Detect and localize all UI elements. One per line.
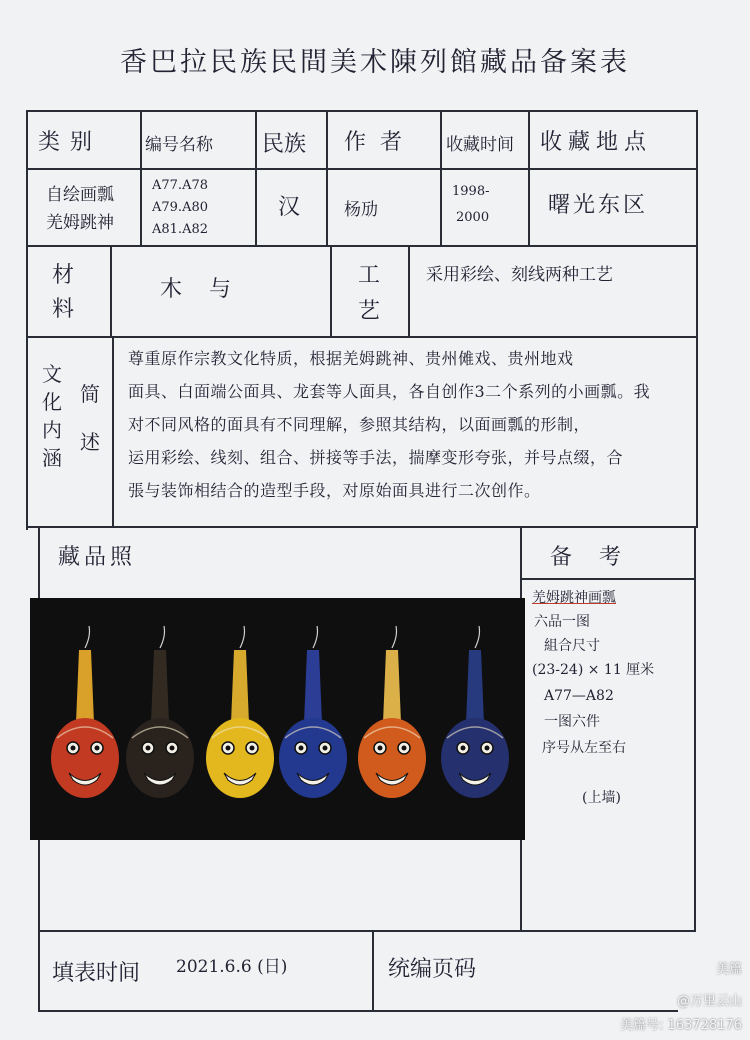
collect-time-line-1: 1998-	[452, 184, 490, 199]
row-divider-3	[26, 526, 698, 528]
watermark-id: 美篇号: 163728176	[620, 1018, 742, 1033]
brief-char-2: 述	[80, 430, 100, 454]
ethnicity-value: 汉	[278, 195, 301, 220]
form-title: 香巴拉民族民間美术陳列館藏品备案表	[120, 47, 630, 78]
category-line-1: 自绘画瓢	[46, 185, 114, 205]
remark-line-3: 組合尺寸	[544, 638, 600, 654]
code-line-3: A81.A82	[152, 222, 208, 237]
black-carved-gourd	[126, 626, 194, 798]
photo-label: 藏品照	[58, 545, 137, 570]
remark-line-1: 羌姆跳神画瓢	[532, 590, 616, 606]
header-row-divider	[26, 168, 698, 170]
remark-line-7: 序号从左至右	[542, 740, 626, 756]
remarks-header-line	[520, 578, 696, 580]
author-value: 杨劢	[344, 200, 378, 220]
material-divider-3	[408, 245, 410, 337]
red-mask-gourd	[51, 626, 119, 798]
material-divider-1	[110, 245, 112, 337]
remark-line-2: 六品一图	[534, 614, 590, 630]
page-code-label: 统编页码	[388, 957, 477, 982]
culture-char-1: 文	[42, 362, 62, 386]
remark-line-4: (23-24) × 11 厘米	[532, 662, 655, 678]
fill-row-bottom	[38, 1010, 678, 1012]
description-line-1: 尊重原作宗教文化特质，根据羌姆跳神、贵州傩戏、贵州地戏	[128, 349, 574, 368]
navy-carved-gourd	[441, 626, 509, 798]
header-collect-time: 收藏时间	[446, 135, 514, 155]
craft-label-2: 艺	[358, 299, 381, 324]
remarks-label: 备 考	[550, 545, 631, 570]
culture-char-4: 涵	[42, 446, 62, 470]
watermark-brand: 美篇	[715, 962, 742, 977]
description-line-4: 运用彩绘、线刻、组合、拼接等手法，揣摩变形夸张，并号点缀，合	[128, 448, 624, 467]
table-border-left	[26, 110, 28, 530]
remark-line-6: 一图六件	[544, 714, 600, 730]
material-divider-2	[330, 245, 332, 337]
description-line-2: 面具、白面端公面具、龙套等人面具，各自创作3二个系列的小画瓢。我	[128, 382, 651, 401]
gourd-masks-illustration	[30, 598, 525, 840]
col-divider-5	[528, 110, 530, 247]
craft-label-1: 工	[358, 263, 381, 288]
header-ethnicity: 民族	[262, 132, 307, 157]
material-value: 木 与	[160, 277, 241, 302]
header-collect-place: 收藏地点	[540, 130, 653, 155]
description-line-3: 对不同风格的面具有不同理解，参照其结构，以面画瓢的形制，	[128, 415, 591, 434]
description-line-5: 張与装饰相结合的造型手段，对原始面具进行二次创作。	[128, 481, 541, 500]
watermark-author: @万里云山	[676, 994, 742, 1009]
col-divider-1	[140, 110, 142, 247]
description-text	[128, 342, 696, 507]
header-code-name: 编号名称	[145, 135, 213, 155]
col-divider-3	[326, 110, 328, 247]
material-label-2: 料	[52, 297, 75, 322]
remark-line-5: A77—A82	[544, 688, 614, 704]
material-label-1: 材	[52, 263, 75, 288]
header-author: 作者	[344, 130, 417, 155]
category-line-2: 羌姆跳神	[46, 213, 114, 233]
fill-row-divider	[372, 930, 374, 1010]
collection-photo	[30, 598, 525, 840]
row-divider-2	[26, 336, 698, 338]
blue-carved-gourd	[279, 626, 347, 798]
header-category: 类别	[38, 130, 103, 155]
table-border-top	[26, 110, 698, 112]
row-divider-1	[26, 245, 698, 247]
collect-time-line-2: 2000	[456, 210, 490, 225]
fill-time-label: 填表时间	[52, 961, 141, 986]
table-border-right	[696, 110, 698, 528]
culture-char-2: 化	[42, 390, 62, 414]
remarks-right-border	[694, 526, 696, 932]
code-line-1: A77.A78	[152, 178, 208, 193]
culture-label	[40, 360, 64, 472]
yellow-mask-gourd	[206, 626, 274, 798]
craft-value: 采用彩绘、刻线两种工艺	[426, 265, 613, 285]
col-divider-4	[440, 110, 442, 247]
culture-divider	[112, 336, 114, 526]
brief-char-1: 简	[80, 382, 100, 406]
collect-place-value: 曙光东区	[548, 193, 649, 218]
col-divider-2	[255, 110, 257, 247]
brief-label	[78, 370, 102, 466]
code-line-2: A79.A80	[152, 200, 208, 215]
red-yellow-mask-gourd	[358, 626, 426, 798]
fill-row-top	[38, 930, 696, 932]
fill-time-value: 2021.6.6 (日)	[176, 957, 288, 977]
remark-line-8: (上墙)	[582, 790, 621, 806]
culture-char-3: 内	[42, 418, 62, 442]
